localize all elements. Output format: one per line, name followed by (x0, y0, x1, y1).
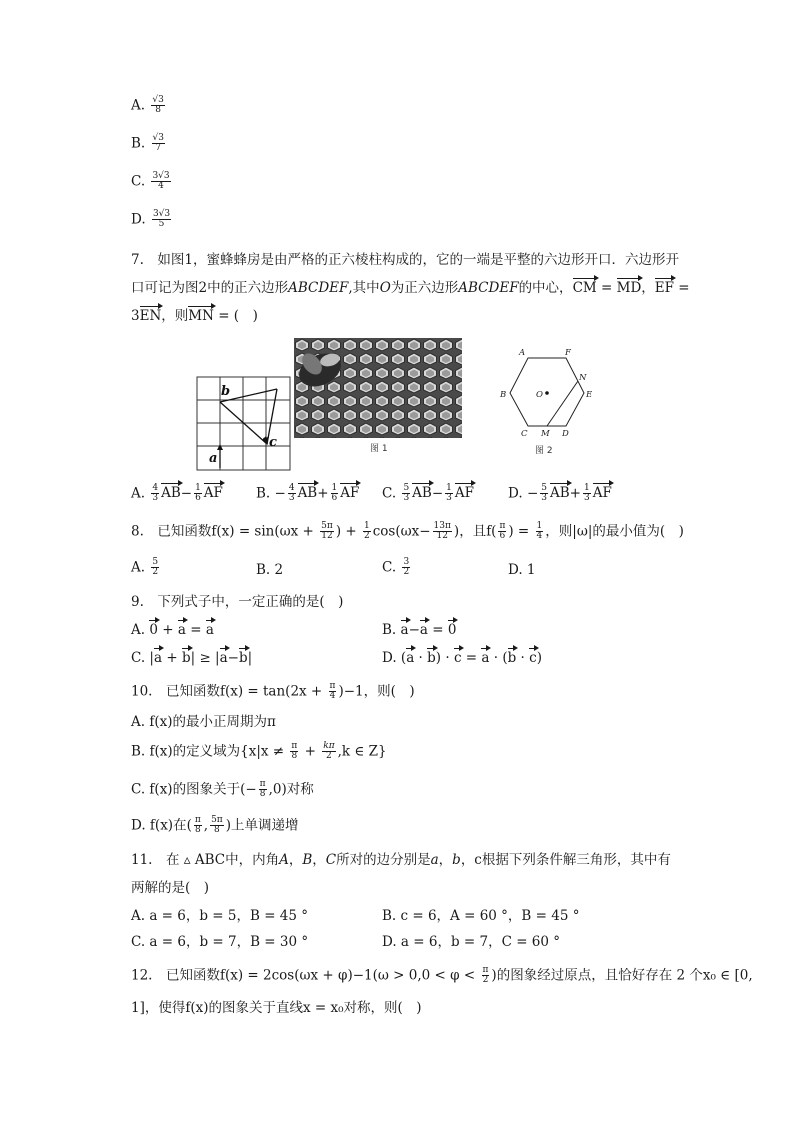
q10-option-a: A. f(x)的最小正周期为π (131, 714, 276, 730)
vec-a: a (219, 650, 228, 666)
q8-option-a: A. $\frac{5}{2}$ (131, 557, 159, 578)
q11-option-c: C. a = 6，b = 7，B = 30 ° (131, 934, 309, 950)
q8-c-frac: $\frac{3}{2}$ (403, 557, 410, 578)
q12-frac: $\frac{\pi}{2}$ (482, 965, 489, 986)
q11-option-b: B. c = 6，A = 60 °，B = 45 ° (382, 908, 580, 924)
hex-label-c: C (521, 429, 528, 439)
vec-a: a (205, 622, 214, 638)
vec-af: AF (203, 485, 223, 502)
vec-a: a (419, 622, 428, 638)
q10-d-frac2: $\frac{5\pi}{8}$ (211, 815, 223, 836)
hexagon-figure (492, 340, 604, 458)
q6-b-fraction: $\frac{√3}{7}$ (152, 133, 164, 154)
vec-zero: 0 (447, 622, 457, 638)
q8-a-frac: $\frac{5}{2}$ (152, 557, 159, 578)
grid-label-c: c (269, 435, 277, 450)
q10-option-b: B. f(x)的定义域为{x|x ≠ $\frac{\pi}{8}$ + $\frac{k\pi}{2}$ ,k ∈ Z} (131, 741, 387, 762)
q7-option-d: D. − $\frac{5}{3}$ AB+ $\frac{1}{3}$ AF (508, 483, 612, 504)
vec-a: a (481, 650, 490, 666)
hex-label-e: E (586, 390, 593, 400)
vec-b: b (507, 650, 517, 666)
q8-option-c: C. $\frac{3}{2}$ (382, 557, 410, 578)
q11-stem-line2: 两解的是( ) (131, 880, 210, 896)
q7-stem-line1: 7. 如图1，蜜蜂蜂房是由严格的正六棱柱构成的，它的一端是平整的六边形开口．六边形开 (131, 252, 679, 268)
q8-frac3: $\frac{13\pi}{12}$ (433, 521, 451, 542)
vec-a: a (400, 622, 409, 638)
q6-d-fraction: $\frac{3√3}{5}$ (152, 209, 171, 230)
vector-grid-figure (196, 376, 292, 472)
fig2-caption: 图 2 (535, 446, 553, 456)
q8-frac4: $\frac{\pi}{6}$ (499, 521, 506, 542)
q9-option-d: D. (a · b) · c = a · (b · c) (382, 650, 542, 666)
q6-option-a: A. $\frac{√3}{8}$ (131, 95, 164, 116)
grid-label-a: a (209, 451, 218, 466)
q8-stem: 8. 已知函数f(x) = sin(ωx + $\frac{5\pi}{12}$ ) + $\frac{1}{2}$ cos(ωx− $\frac{13\pi}{12}$ )，且f( $\frac{\pi}{6}$ ) = $\frac{1}{4}$ ，则|ω|的最小值为( ) (131, 521, 684, 542)
vec-a: a (153, 650, 163, 666)
fig1-caption: 图 1 (370, 444, 388, 454)
honeycomb-photo (294, 338, 462, 454)
q7-b-frac2: $\frac{1}{6}$ (331, 483, 338, 504)
q10-b-frac2: $\frac{k\pi}{2}$ (323, 741, 335, 762)
vector-mn: MN (188, 308, 214, 324)
q11-option-d: D. a = 6，b = 7，C = 60 ° (382, 934, 561, 950)
q7-option-c: C. $\frac{5}{3}$ AB− $\frac{1}{3}$ AF (382, 483, 475, 504)
q7-option-b: B. − $\frac{4}{3}$ AB+ $\frac{1}{6}$ AF (256, 483, 360, 504)
q8-frac2: $\frac{1}{2}$ (363, 521, 370, 542)
q10-d-frac1: $\frac{\pi}{8}$ (194, 815, 201, 836)
q10-c-frac: $\frac{\pi}{8}$ (259, 779, 266, 800)
q9-stem: 9. 下列式子中，一定正确的是( ) (131, 594, 344, 610)
q6-option-d: D. $\frac{3√3}{5}$ (131, 209, 171, 230)
q6-option-c: C. $\frac{3√3}{4}$ (131, 171, 170, 192)
hex-label-a: A (519, 348, 526, 358)
hex-label-o: O (536, 390, 543, 400)
q9-option-c: C. |a + b| ≥ |a−b| (131, 650, 253, 666)
vec-c: c (529, 650, 537, 666)
q11-stem-line1: 11. 在 ▵ ABC中，内角A，B，C所对的边分别是a，b，c根据下列条件解三角形，其中有 (131, 852, 671, 868)
vector-en: EN (139, 308, 162, 324)
q12-stem-line1: 12. 已知函数f(x) = 2cos(ωx + φ)−1(ω > 0,0 < φ < $\frac{\pi}{2}$ )的图象经过原点，且恰好存在 2 个x₀ ∈ [0, (131, 965, 753, 986)
vec-b: b (427, 650, 436, 666)
q7-a-frac2: $\frac{1}{6}$ (195, 483, 201, 504)
q8-frac5: $\frac{1}{4}$ (536, 521, 543, 542)
vec-ab: AB (161, 485, 181, 502)
grid-label-b: b (221, 384, 231, 399)
q7-stem-line3: 3EN，则MN = ( ) (131, 308, 258, 324)
q8-frac1: $\frac{5\pi}{12}$ (321, 521, 333, 542)
hex-label-m: M (541, 429, 550, 439)
vec-b: b (238, 650, 248, 666)
q8-option-d: D. 1 (508, 562, 536, 578)
q12-stem-line2: 1]，使得f(x)的图象关于直线x = x₀对称，则( ) (131, 1000, 422, 1016)
vec-ab: AB (412, 485, 432, 502)
q6-c-fraction: $\frac{3√3}{4}$ (152, 171, 170, 192)
vec-ab: AB (549, 485, 570, 502)
q10-option-c: C. f(x)的图象关于(− $\frac{\pi}{8}$ ,0)对称 (131, 779, 314, 800)
vector-ef: EF (654, 280, 675, 296)
hex-label-d: D (562, 429, 569, 439)
hex-label-n: N (579, 373, 587, 383)
q8-option-b: B. 2 (256, 562, 284, 578)
hex-label-b: B (500, 390, 507, 400)
q10-frac: $\frac{\pi}{4}$ (329, 681, 336, 702)
q7-d-frac2: $\frac{1}{3}$ (583, 483, 590, 504)
q7-option-a: A. $\frac{4}{3}$ AB− $\frac{1}{6}$ AF (131, 483, 223, 504)
q6-a-fraction: $\frac{√3}{8}$ (152, 95, 164, 116)
q7-c-frac2: $\frac{1}{3}$ (446, 483, 452, 504)
vec-af: AF (592, 485, 612, 502)
vec-a: a (177, 622, 186, 638)
q10-option-d: D. f(x)在( $\frac{\pi}{8}$ , $\frac{5\pi}{8}$ )上单调递增 (131, 815, 299, 836)
vec-a: a (406, 650, 415, 666)
q9-option-b: B. a−a = 0 (382, 622, 457, 638)
q10-b-frac1: $\frac{\pi}{8}$ (291, 741, 298, 762)
vec-ab: AB (297, 485, 318, 502)
vector-cm: CM (572, 280, 597, 296)
vector-md: MD (616, 280, 642, 296)
vec-af: AF (340, 485, 360, 502)
q11-option-a: A. a = 6，b = 5，B = 45 ° (131, 908, 309, 924)
q7-stem-line2: 口可记为图2中的正六边形ABCDEF,其中O为正六边形ABCDEF的中心，CM = MD，EF = (131, 280, 690, 296)
q7-b-frac1: $\frac{4}{3}$ (288, 483, 295, 504)
q10-stem: 10. 已知函数f(x) = tan(2x + $\frac{\pi}{4}$ )−1，则( ) (131, 681, 415, 702)
vec-zero: 0 (149, 622, 158, 638)
vec-af: AF (454, 485, 475, 502)
vec-b: b (181, 650, 191, 666)
q9-option-a: A. 0 + a = a (131, 622, 214, 638)
vec-c: c (453, 650, 462, 666)
q6-option-b: B. $\frac{√3}{7}$ (131, 133, 164, 154)
q7-a-frac1: $\frac{4}{3}$ (152, 483, 159, 504)
q7-c-frac1: $\frac{5}{3}$ (403, 483, 410, 504)
q7-d-frac1: $\frac{5}{3}$ (541, 483, 547, 504)
hex-label-f: F (565, 348, 571, 358)
